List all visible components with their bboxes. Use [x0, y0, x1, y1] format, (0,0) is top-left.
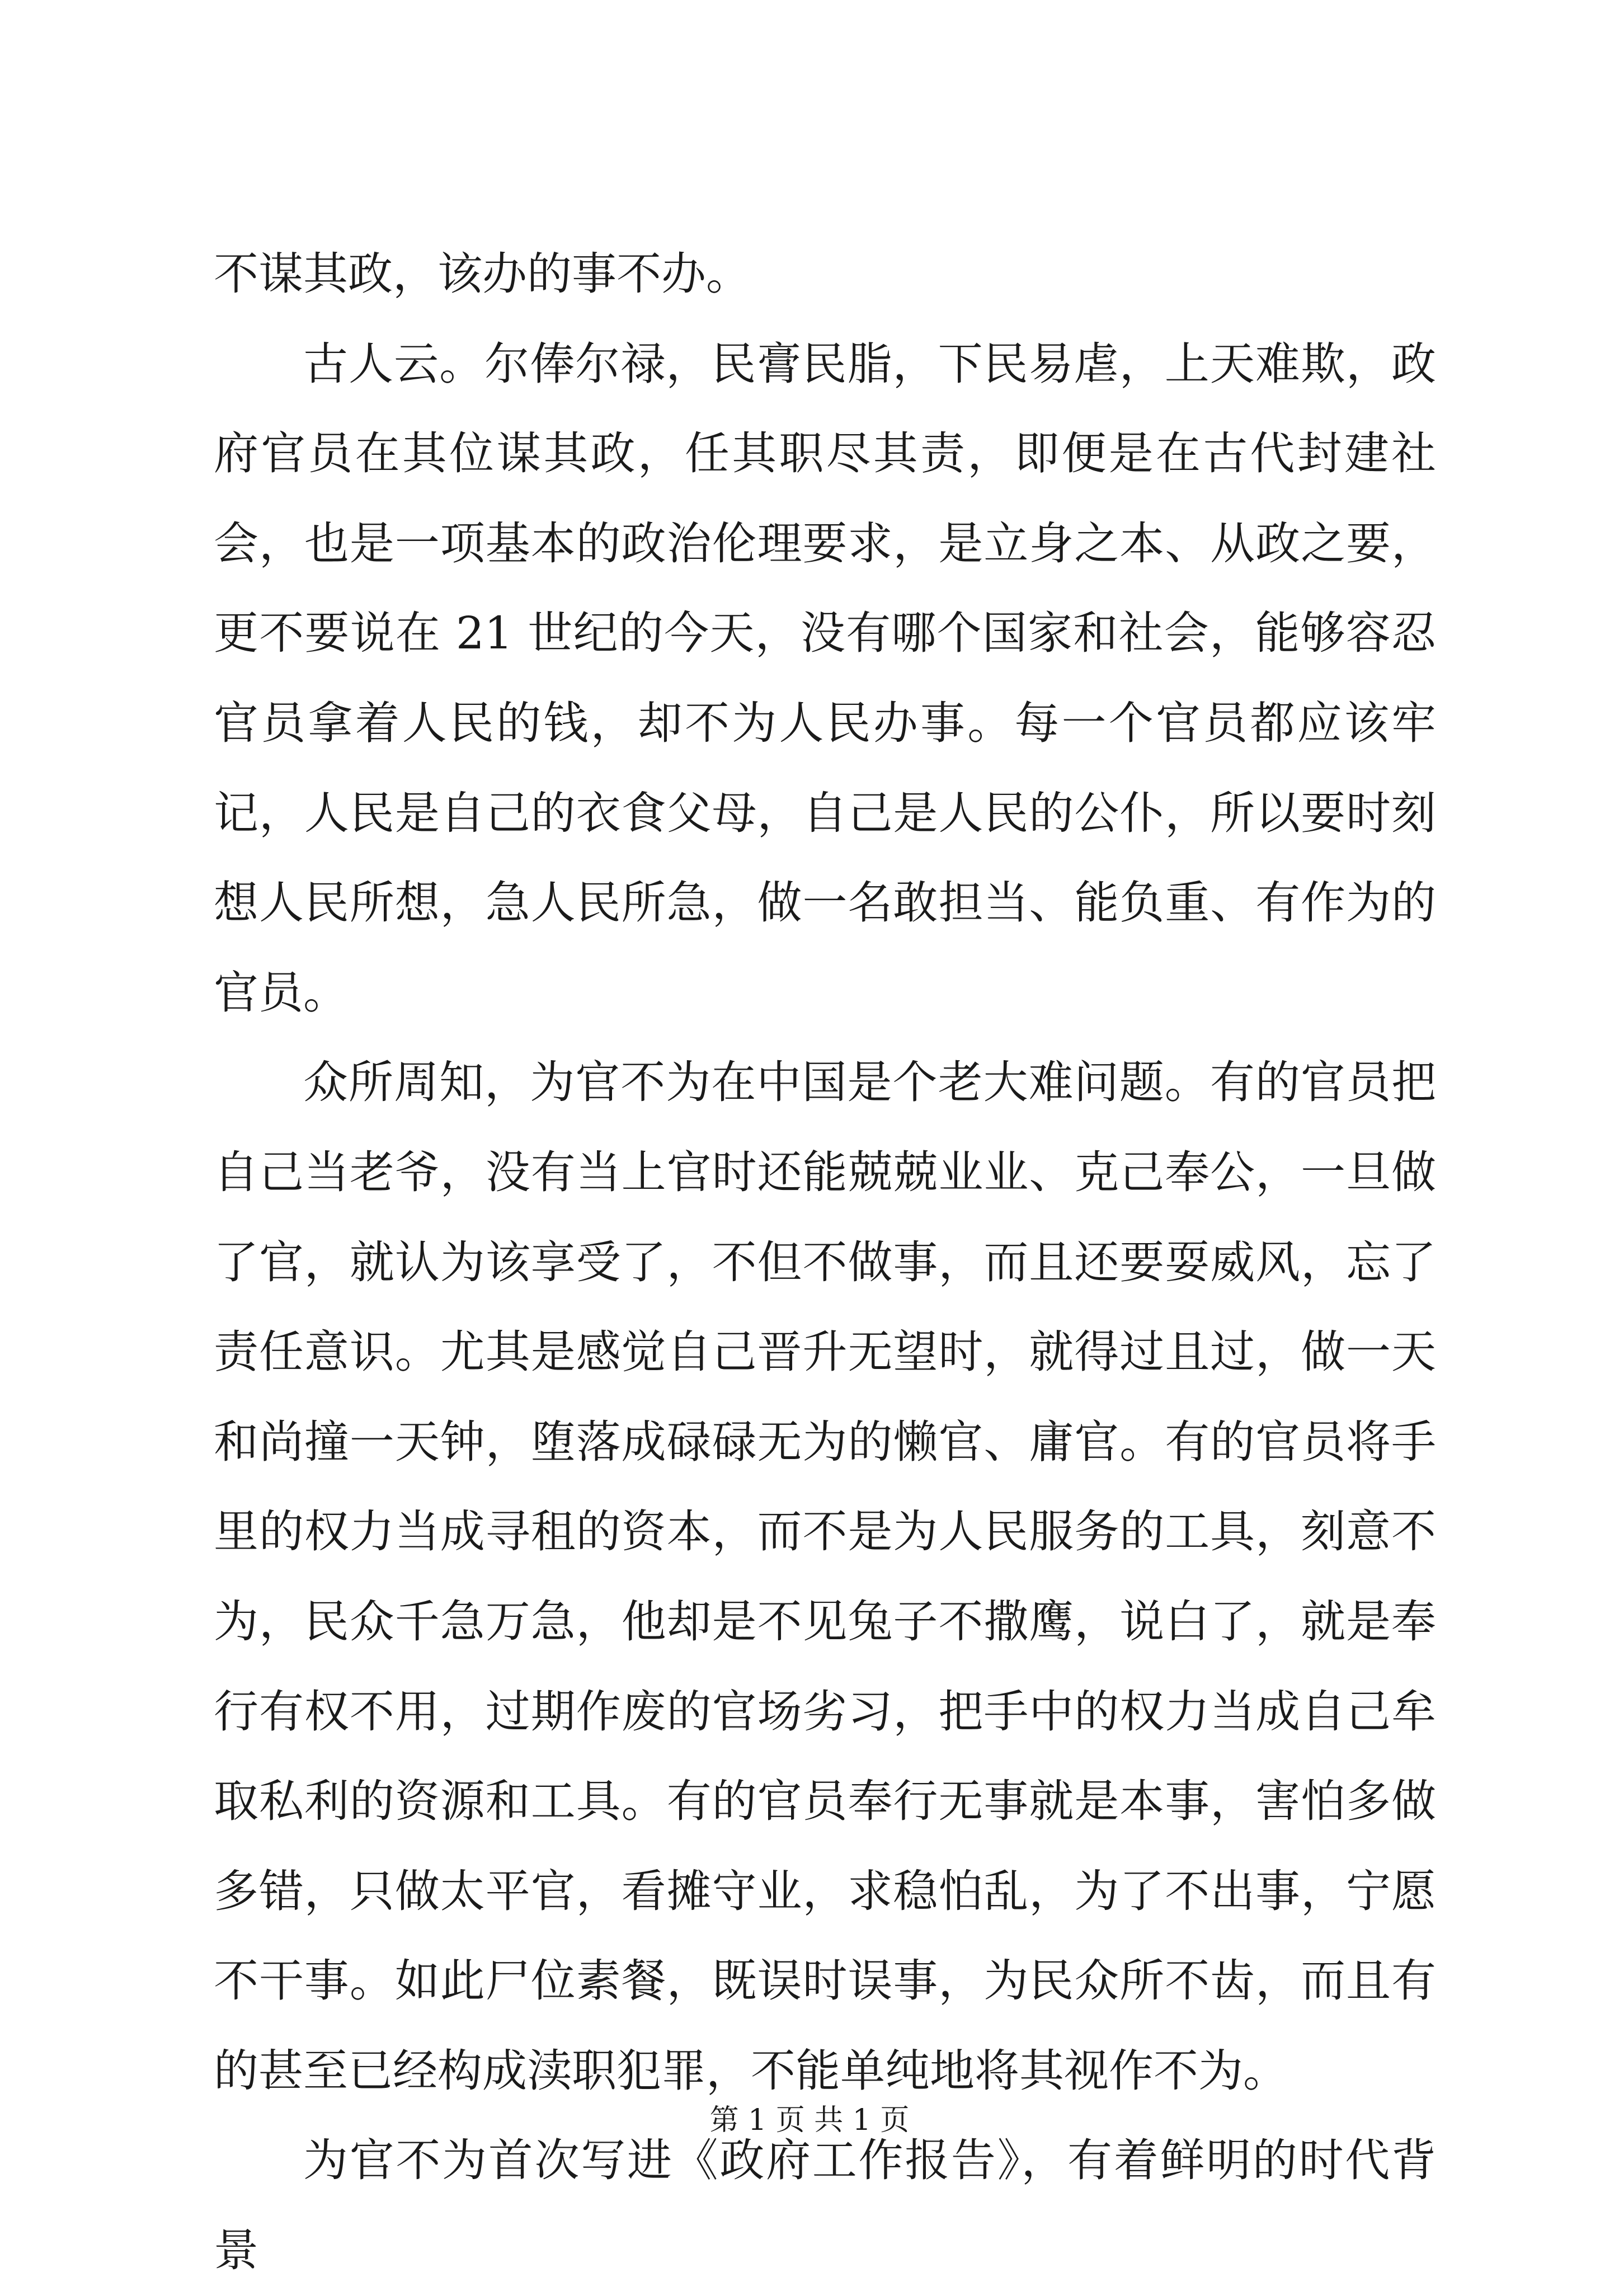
paragraph-continuation: 不谋其政，该办的事不办。 [214, 248, 751, 300]
paragraph: 古人云。尔俸尔禄，民膏民脂，下民易虐，上天难欺，政府官员在其位谋其政，任其职尽其责，即便是在古代封建社会，也是一项基本的政治伦理要求，是立身之本、从政之要，更不要说在 21 世纪的今天，没有哪个国家和社会，能够容忍官员拿着人民的钱，却不为人民办事。每一个官员都应该牢记，人民是自己的衣食父母，自己是人民的公仆，所以要时刻想人民所想，急人民所急，做一名敢担当、能负重、有作为的官员。 [214, 337, 1436, 1019]
document-body [214, 229, 1436, 2296]
paragraph: 为官不为首次写进《政府工作报告》，有着鲜明的时代背景 [214, 2134, 1436, 2277]
page-footer: 第 1 页 共 1 页 [709, 2104, 910, 2137]
paragraph: 众所周知，为官不为在中国是个老大难问题。有的官员把自己当老爷，没有当上官时还能兢兢业业、克己奉公，一旦做了官，就认为该享受了，不但不做事，而且还要耍威风，忘了责任意识。尤其是感觉自己晋升无望时，就得过且过，做一天和尚撞一天钟，堕落成碌碌无为的懒官、庸官。有的官员将手里的权力当成寻租的资本，而不是为人民服务的工具，刻意不为，民众千急万急，他却是不见兔子不撒鹰，说白了，就是奉行有权不用，过期作废的官场劣习，把手中的权力当成自己牟取私利的资源和工具。有的官员奉行无事就是本事，害怕多做多错，只做太平官，看摊守业，求稳怕乱，为了不出事，宁愿不干事。如此尸位素餐，既误时误事，为民众所不齿，而且有的甚至已经构成渎职犯罪，不能单纯地将其视作不为。 [214, 1056, 1436, 2097]
